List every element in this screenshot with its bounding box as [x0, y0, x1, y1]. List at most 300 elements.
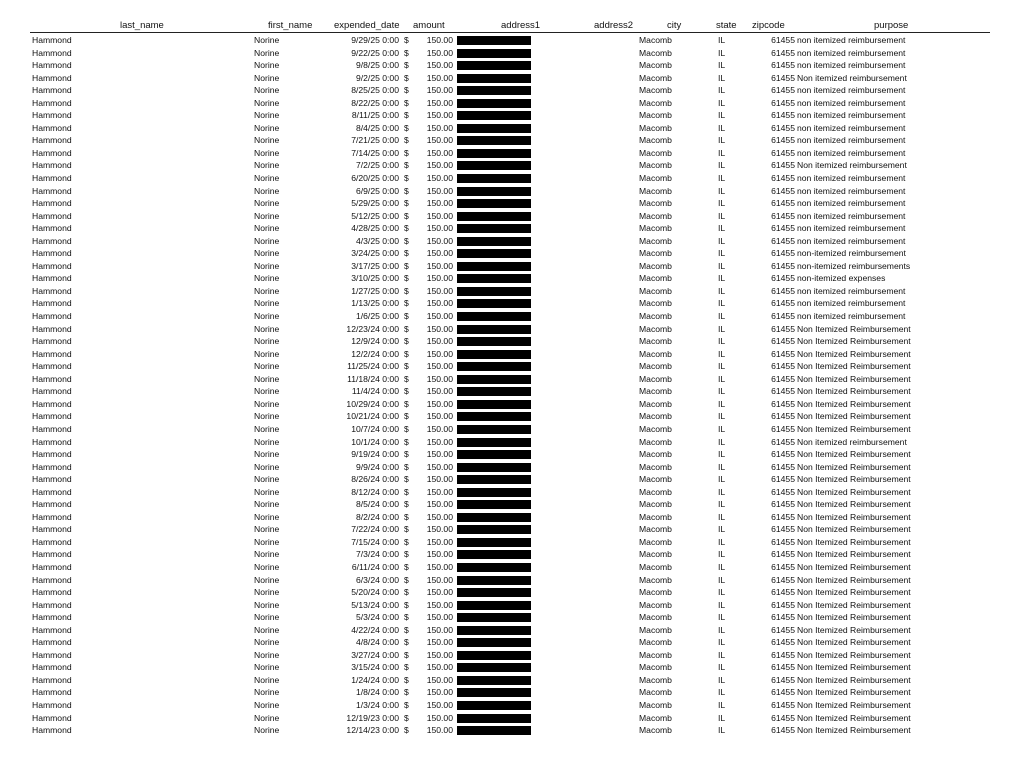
header-address1: address1 — [501, 20, 541, 31]
table-row — [0, 624, 1024, 637]
zipcode-cell: 61455 — [771, 223, 795, 234]
table-row — [0, 599, 1024, 612]
first-name-cell: Norine — [254, 474, 280, 485]
table-row — [0, 686, 1024, 699]
redacted-address-block — [457, 525, 531, 534]
state-cell: IL — [718, 449, 726, 460]
currency-symbol: $ — [404, 662, 409, 673]
first-name-cell: Norine — [254, 97, 280, 108]
zipcode-cell: 61455 — [771, 499, 795, 510]
last-name-cell: Hammond — [32, 97, 72, 108]
purpose-cell: Non Itemized Reimbursement — [797, 386, 911, 397]
state-cell: IL — [718, 662, 726, 673]
city-cell: Macomb — [639, 423, 672, 434]
city-cell: Macomb — [639, 361, 672, 372]
city-cell: Macomb — [639, 122, 672, 133]
zipcode-cell: 61455 — [771, 637, 795, 648]
zipcode-cell: 61455 — [771, 536, 795, 547]
expended-date-cell: 3/10/25 0:00 — [351, 273, 399, 284]
amount-cell: 150.00 — [426, 561, 453, 572]
table-row — [0, 661, 1024, 674]
purpose-cell: Non Itemized Reimbursement — [797, 687, 911, 698]
table-row — [0, 247, 1024, 260]
header-first-name: first_name — [268, 20, 313, 31]
zipcode-cell: 61455 — [771, 599, 795, 610]
first-name-cell: Norine — [254, 386, 280, 397]
table-row — [0, 34, 1024, 47]
purpose-cell: non itemized reimbursement — [797, 122, 906, 133]
amount-cell: 150.00 — [426, 273, 453, 284]
last-name-cell: Hammond — [32, 436, 72, 447]
zipcode-cell: 61455 — [771, 373, 795, 384]
last-name-cell: Hammond — [32, 273, 72, 284]
amount-cell: 150.00 — [426, 474, 453, 485]
zipcode-cell: 61455 — [771, 135, 795, 146]
currency-symbol: $ — [404, 285, 409, 296]
purpose-cell: Non Itemized Reimbursement — [797, 624, 911, 635]
zipcode-cell: 61455 — [771, 47, 795, 58]
amount-cell: 150.00 — [426, 235, 453, 246]
table-row — [0, 235, 1024, 248]
last-name-cell: Hammond — [32, 198, 72, 209]
redacted-address-block — [457, 199, 531, 208]
redacted-address-block — [457, 111, 531, 120]
first-name-cell: Norine — [254, 361, 280, 372]
zipcode-cell: 61455 — [771, 285, 795, 296]
state-cell: IL — [718, 311, 726, 322]
city-cell: Macomb — [639, 298, 672, 309]
currency-symbol: $ — [404, 122, 409, 133]
amount-cell: 150.00 — [426, 173, 453, 184]
first-name-cell: Norine — [254, 72, 280, 83]
expended-date-cell: 9/2/25 0:00 — [355, 72, 399, 83]
city-cell: Macomb — [639, 260, 672, 271]
table-row — [0, 222, 1024, 235]
currency-symbol: $ — [404, 449, 409, 460]
last-name-cell: Hammond — [32, 612, 72, 623]
city-cell: Macomb — [639, 536, 672, 547]
city-cell: Macomb — [639, 486, 672, 497]
last-name-cell: Hammond — [32, 210, 72, 221]
purpose-cell: Non Itemized Reimbursement — [797, 674, 911, 685]
city-cell: Macomb — [639, 725, 672, 736]
purpose-cell: non itemized reimbursement — [797, 60, 906, 71]
last-name-cell: Hammond — [32, 674, 72, 685]
state-cell: IL — [718, 674, 726, 685]
expended-date-cell: 7/3/24 0:00 — [355, 549, 399, 560]
table-row — [0, 423, 1024, 436]
redacted-address-block — [457, 312, 531, 321]
amount-cell: 150.00 — [426, 549, 453, 560]
expended-date-cell: 12/23/24 0:00 — [346, 323, 399, 334]
last-name-cell: Hammond — [32, 499, 72, 510]
table-row — [0, 548, 1024, 561]
state-cell: IL — [718, 260, 726, 271]
purpose-cell: non itemized reimbursement — [797, 210, 906, 221]
city-cell: Macomb — [639, 461, 672, 472]
purpose-cell: Non Itemized Reimbursement — [797, 587, 911, 598]
expended-date-cell: 8/4/25 0:00 — [355, 122, 399, 133]
redacted-address-block — [457, 475, 531, 484]
amount-cell: 150.00 — [426, 248, 453, 259]
zipcode-cell: 61455 — [771, 361, 795, 372]
state-cell: IL — [718, 35, 726, 45]
currency-symbol: $ — [404, 486, 409, 497]
state-cell: IL — [718, 687, 726, 698]
purpose-cell: Non Itemized Reimbursement — [797, 574, 911, 585]
amount-cell: 150.00 — [426, 298, 453, 309]
zipcode-cell: 61455 — [771, 323, 795, 334]
purpose-cell: Non Itemized Reimbursement — [797, 449, 911, 460]
last-name-cell: Hammond — [32, 373, 72, 384]
table-row — [0, 323, 1024, 336]
city-cell: Macomb — [639, 198, 672, 209]
first-name-cell: Norine — [254, 147, 280, 158]
city-cell: Macomb — [639, 587, 672, 598]
purpose-cell: non itemized reimbursement — [797, 298, 906, 309]
first-name-cell: Norine — [254, 260, 280, 271]
amount-cell: 150.00 — [426, 285, 453, 296]
expended-date-cell: 6/9/25 0:00 — [355, 185, 399, 196]
city-cell: Macomb — [639, 210, 672, 221]
amount-cell: 150.00 — [426, 260, 453, 271]
purpose-cell: Non Itemized Reimbursement — [797, 336, 911, 347]
zipcode-cell: 61455 — [771, 649, 795, 660]
expended-date-cell: 9/8/25 0:00 — [355, 60, 399, 71]
city-cell: Macomb — [639, 436, 672, 447]
redacted-address-block — [457, 714, 531, 723]
purpose-cell: Non Itemized Reimbursement — [797, 637, 911, 648]
expended-date-cell: 4/22/24 0:00 — [351, 624, 399, 635]
state-cell: IL — [718, 423, 726, 434]
zipcode-cell: 61455 — [771, 674, 795, 685]
first-name-cell: Norine — [254, 60, 280, 71]
redacted-address-block — [457, 249, 531, 258]
city-cell: Macomb — [639, 687, 672, 698]
state-cell: IL — [718, 536, 726, 547]
redacted-address-block — [457, 463, 531, 472]
first-name-cell: Norine — [254, 323, 280, 334]
zipcode-cell: 61455 — [771, 97, 795, 108]
city-cell: Macomb — [639, 637, 672, 648]
last-name-cell: Hammond — [32, 599, 72, 610]
table-row — [0, 260, 1024, 273]
table-row — [0, 473, 1024, 486]
amount-cell: 150.00 — [426, 160, 453, 171]
city-cell: Macomb — [639, 398, 672, 409]
amount-cell: 150.00 — [426, 486, 453, 497]
currency-symbol: $ — [404, 712, 409, 723]
table-row — [0, 373, 1024, 386]
purpose-cell: non-itemized reimbursement — [797, 248, 906, 259]
purpose-cell: Non Itemized Reimbursement — [797, 323, 911, 334]
zipcode-cell: 61455 — [771, 725, 795, 736]
currency-symbol: $ — [404, 524, 409, 535]
purpose-cell: Non Itemized Reimbursement — [797, 536, 911, 547]
currency-symbol: $ — [404, 60, 409, 71]
first-name-cell: Norine — [254, 662, 280, 673]
amount-cell: 150.00 — [426, 185, 453, 196]
currency-symbol: $ — [404, 97, 409, 108]
purpose-cell: non itemized reimbursement — [797, 311, 906, 322]
expended-date-cell: 8/22/25 0:00 — [351, 97, 399, 108]
redacted-address-block — [457, 136, 531, 145]
first-name-cell: Norine — [254, 248, 280, 259]
first-name-cell: Norine — [254, 561, 280, 572]
currency-symbol: $ — [404, 386, 409, 397]
zipcode-cell: 61455 — [771, 574, 795, 585]
amount-cell: 150.00 — [426, 687, 453, 698]
redacted-address-block — [457, 224, 531, 233]
amount-cell: 150.00 — [426, 72, 453, 83]
zipcode-cell: 61455 — [771, 210, 795, 221]
currency-symbol: $ — [404, 436, 409, 447]
state-cell: IL — [718, 173, 726, 184]
table-row — [0, 448, 1024, 461]
city-cell: Macomb — [639, 411, 672, 422]
state-cell: IL — [718, 725, 726, 736]
expended-date-cell: 8/25/25 0:00 — [351, 85, 399, 96]
header-address2: address2 — [594, 20, 634, 31]
currency-symbol: $ — [404, 323, 409, 334]
purpose-cell: Non Itemized Reimbursement — [797, 725, 911, 736]
amount-cell: 150.00 — [426, 461, 453, 472]
redacted-address-block — [457, 237, 531, 246]
first-name-cell: Norine — [254, 423, 280, 434]
currency-symbol: $ — [404, 185, 409, 196]
table-row — [0, 47, 1024, 60]
zipcode-cell: 61455 — [771, 423, 795, 434]
first-name-cell: Norine — [254, 398, 280, 409]
last-name-cell: Hammond — [32, 235, 72, 246]
redacted-address-block — [457, 588, 531, 597]
first-name-cell: Norine — [254, 511, 280, 522]
expended-date-cell: 4/28/25 0:00 — [351, 223, 399, 234]
first-name-cell: Norine — [254, 273, 280, 284]
table-row — [0, 611, 1024, 624]
purpose-cell: Non Itemized Reimbursement — [797, 712, 911, 723]
table-row — [0, 185, 1024, 198]
state-cell: IL — [718, 712, 726, 723]
expended-date-cell: 8/5/24 0:00 — [355, 499, 399, 510]
amount-cell: 150.00 — [426, 649, 453, 660]
zipcode-cell: 61455 — [771, 248, 795, 259]
table-row — [0, 636, 1024, 649]
state-cell: IL — [718, 649, 726, 660]
expended-date-cell: 8/12/24 0:00 — [351, 486, 399, 497]
city-cell: Macomb — [639, 348, 672, 359]
state-cell: IL — [718, 612, 726, 623]
redacted-address-block — [457, 663, 531, 672]
last-name-cell: Hammond — [32, 122, 72, 133]
first-name-cell: Norine — [254, 436, 280, 447]
amount-cell: 150.00 — [426, 60, 453, 71]
city-cell: Macomb — [639, 712, 672, 723]
last-name-cell: Hammond — [32, 461, 72, 472]
currency-symbol: $ — [404, 336, 409, 347]
amount-cell: 150.00 — [426, 587, 453, 598]
last-name-cell: Hammond — [32, 248, 72, 259]
amount-cell: 150.00 — [426, 423, 453, 434]
purpose-cell: Non itemized reimbursement — [797, 72, 907, 83]
city-cell: Macomb — [639, 135, 672, 146]
last-name-cell: Hammond — [32, 536, 72, 547]
amount-cell: 150.00 — [426, 511, 453, 522]
expended-date-cell: 5/3/24 0:00 — [355, 612, 399, 623]
city-cell: Macomb — [639, 386, 672, 397]
currency-symbol: $ — [404, 499, 409, 510]
table-row — [0, 398, 1024, 411]
state-cell: IL — [718, 574, 726, 585]
redacted-address-block — [457, 513, 531, 522]
expended-date-cell: 10/21/24 0:00 — [346, 411, 399, 422]
first-name-cell: Norine — [254, 674, 280, 685]
expended-date-cell: 3/15/24 0:00 — [351, 662, 399, 673]
table-row — [0, 712, 1024, 725]
last-name-cell: Hammond — [32, 361, 72, 372]
expense-rows — [0, 34, 1024, 737]
header-expended-date: expended_date — [334, 20, 400, 31]
expended-date-cell: 10/1/24 0:00 — [351, 436, 399, 447]
state-cell: IL — [718, 273, 726, 284]
first-name-cell: Norine — [254, 210, 280, 221]
state-cell: IL — [718, 386, 726, 397]
zipcode-cell: 61455 — [771, 35, 795, 45]
amount-cell: 150.00 — [426, 348, 453, 359]
expended-date-cell: 3/17/25 0:00 — [351, 260, 399, 271]
city-cell: Macomb — [639, 60, 672, 71]
purpose-cell: non itemized reimbursement — [797, 198, 906, 209]
amount-cell: 150.00 — [426, 449, 453, 460]
redacted-address-block — [457, 563, 531, 572]
zipcode-cell: 61455 — [771, 160, 795, 171]
expended-date-cell: 9/22/25 0:00 — [351, 47, 399, 58]
purpose-cell: non itemized reimbursement — [797, 97, 906, 108]
state-cell: IL — [718, 511, 726, 522]
redacted-address-block — [457, 299, 531, 308]
zipcode-cell: 61455 — [771, 474, 795, 485]
last-name-cell: Hammond — [32, 398, 72, 409]
city-cell: Macomb — [639, 273, 672, 284]
state-cell: IL — [718, 97, 726, 108]
currency-symbol: $ — [404, 311, 409, 322]
redacted-address-block — [457, 626, 531, 635]
first-name-cell: Norine — [254, 449, 280, 460]
currency-symbol: $ — [404, 147, 409, 158]
currency-symbol: $ — [404, 72, 409, 83]
currency-symbol: $ — [404, 574, 409, 585]
amount-cell: 150.00 — [426, 662, 453, 673]
redacted-address-block — [457, 450, 531, 459]
currency-symbol: $ — [404, 411, 409, 422]
zipcode-cell: 61455 — [771, 449, 795, 460]
table-row — [0, 574, 1024, 587]
state-cell: IL — [718, 185, 726, 196]
expended-date-cell: 11/4/24 0:00 — [351, 386, 399, 397]
last-name-cell: Hammond — [32, 223, 72, 234]
first-name-cell: Norine — [254, 173, 280, 184]
redacted-address-block — [457, 161, 531, 170]
last-name-cell: Hammond — [32, 35, 72, 45]
first-name-cell: Norine — [254, 574, 280, 585]
currency-symbol: $ — [404, 361, 409, 372]
last-name-cell: Hammond — [32, 637, 72, 648]
currency-symbol: $ — [404, 699, 409, 710]
state-cell: IL — [718, 235, 726, 246]
purpose-cell: Non itemized reimbursement — [797, 160, 907, 171]
state-cell: IL — [718, 461, 726, 472]
expended-date-cell: 12/14/23 0:00 — [346, 725, 399, 736]
amount-cell: 150.00 — [426, 524, 453, 535]
zipcode-cell: 61455 — [771, 260, 795, 271]
amount-cell: 150.00 — [426, 85, 453, 96]
currency-symbol: $ — [404, 398, 409, 409]
currency-symbol: $ — [404, 260, 409, 271]
purpose-cell: non-itemized reimbursements — [797, 260, 911, 271]
redacted-address-block — [457, 325, 531, 334]
first-name-cell: Norine — [254, 85, 280, 96]
city-cell: Macomb — [639, 612, 672, 623]
expended-date-cell: 9/9/24 0:00 — [355, 461, 399, 472]
zipcode-cell: 61455 — [771, 273, 795, 284]
currency-symbol: $ — [404, 423, 409, 434]
last-name-cell: Hammond — [32, 47, 72, 58]
redacted-address-block — [457, 676, 531, 685]
table-row — [0, 561, 1024, 574]
city-cell: Macomb — [639, 323, 672, 334]
redacted-address-block — [457, 638, 531, 647]
amount-cell: 150.00 — [426, 398, 453, 409]
last-name-cell: Hammond — [32, 699, 72, 710]
first-name-cell: Norine — [254, 35, 280, 45]
table-row — [0, 197, 1024, 210]
purpose-cell: Non itemized reimbursement — [797, 436, 907, 447]
first-name-cell: Norine — [254, 135, 280, 146]
amount-cell: 150.00 — [426, 323, 453, 334]
purpose-cell: Non Itemized Reimbursement — [797, 474, 911, 485]
first-name-cell: Norine — [254, 712, 280, 723]
zipcode-cell: 61455 — [771, 687, 795, 698]
redacted-address-block — [457, 651, 531, 660]
table-row — [0, 147, 1024, 160]
currency-symbol: $ — [404, 624, 409, 635]
currency-symbol: $ — [404, 474, 409, 485]
redacted-address-block — [457, 538, 531, 547]
zipcode-cell: 61455 — [771, 549, 795, 560]
zipcode-cell: 61455 — [771, 235, 795, 246]
last-name-cell: Hammond — [32, 423, 72, 434]
city-cell: Macomb — [639, 311, 672, 322]
currency-symbol: $ — [404, 561, 409, 572]
expended-date-cell: 6/3/24 0:00 — [355, 574, 399, 585]
table-row — [0, 122, 1024, 135]
amount-cell: 150.00 — [426, 47, 453, 58]
redacted-address-block — [457, 701, 531, 710]
zipcode-cell: 61455 — [771, 348, 795, 359]
last-name-cell: Hammond — [32, 323, 72, 334]
expended-date-cell: 5/13/24 0:00 — [351, 599, 399, 610]
redacted-address-block — [457, 500, 531, 509]
table-row — [0, 724, 1024, 737]
table-row — [0, 297, 1024, 310]
currency-symbol: $ — [404, 160, 409, 171]
city-cell: Macomb — [639, 97, 672, 108]
redacted-address-block — [457, 362, 531, 371]
currency-symbol: $ — [404, 599, 409, 610]
zipcode-cell: 61455 — [771, 561, 795, 572]
zipcode-cell: 61455 — [771, 436, 795, 447]
header-city: city — [667, 20, 682, 31]
